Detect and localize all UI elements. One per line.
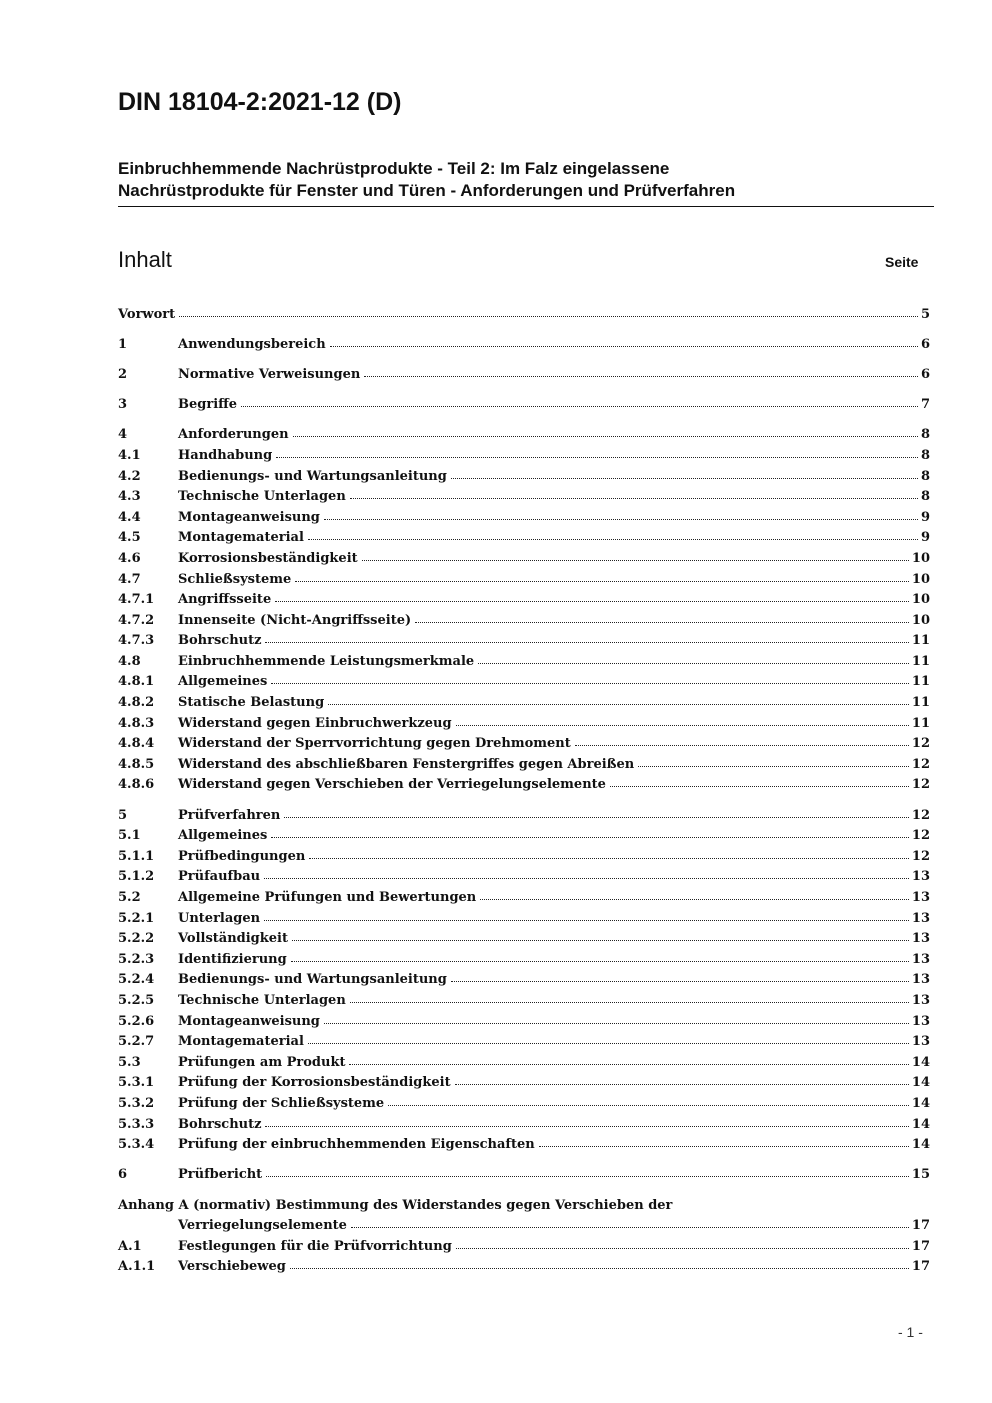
toc-entry[interactable] <box>118 1008 930 1029</box>
toc-dot-leader <box>271 837 909 838</box>
toc-entry-page: 6 <box>920 366 930 382</box>
toc-entry-title: Korrosionsbeständigkeit <box>178 550 358 566</box>
toc-heading: Inhalt <box>118 247 172 272</box>
toc-entry-number: A.1.1 <box>118 1259 156 1275</box>
toc-entry-number: 4.2 <box>118 468 141 484</box>
toc-entry-title: Festlegungen für die Prüfvorrichtung <box>178 1238 452 1254</box>
toc-entry-number: 4.8.5 <box>118 756 155 772</box>
toc-entry[interactable] <box>118 648 930 669</box>
toc-entry-number: 4.6 <box>118 550 141 566</box>
toc-dot-leader <box>265 1126 908 1127</box>
toc-entry[interactable] <box>118 689 930 710</box>
toc-entry-number: 2 <box>118 366 128 382</box>
toc-entry-title: Widerstand gegen Verschieben der Verriegelungselemente <box>178 777 606 793</box>
toc-entry[interactable] <box>118 751 930 772</box>
toc-entry[interactable] <box>118 422 930 443</box>
toc-entry-page: 13 <box>911 951 930 967</box>
toc-entry-number: 5.3.4 <box>118 1137 155 1153</box>
subtitle-line-1: Einbruchhemmende Nachrüstprodukte - Teil 2: Im Falz eingelassene <box>118 159 670 178</box>
toc-entry-number: 4.8.2 <box>118 695 155 711</box>
toc-entry-title: Anhang A (normativ) Bestimmung des Widerstandes gegen Verschieben der <box>118 1197 673 1213</box>
toc-entry-number: 4.8.6 <box>118 777 155 793</box>
toc-entry[interactable] <box>118 566 930 587</box>
toc-dot-leader <box>330 346 918 347</box>
toc-entry-title: Bohrschutz <box>178 1116 262 1132</box>
toc-entry-title: Prüfung der Schließsysteme <box>178 1095 385 1111</box>
toc-entry-page: 13 <box>911 992 930 1008</box>
toc-entry-page: 6 <box>920 336 930 352</box>
toc-entry-page: 8 <box>920 447 930 463</box>
toc-entry-title: Prüfung der einbruchhemmenden Eigenschaften <box>178 1137 535 1153</box>
toc-entry-number: 1 <box>118 336 128 352</box>
toc-entry-page: 10 <box>911 592 930 608</box>
toc-dot-leader <box>456 1248 909 1249</box>
toc-entry-number: 5.1.2 <box>118 869 155 885</box>
toc-entry-page: 13 <box>911 972 930 988</box>
toc-entry-page: 12 <box>911 756 930 772</box>
toc-entry-number: 5.2.3 <box>118 951 155 967</box>
toc-entry[interactable] <box>118 525 930 546</box>
toc-dot-leader <box>362 560 909 561</box>
toc-entry-number: 5.2.2 <box>118 931 155 947</box>
toc-entry-number: 5 <box>118 807 128 823</box>
toc-dot-leader <box>451 981 909 982</box>
toc-entry-page: 12 <box>911 848 930 864</box>
toc-entry-title: Anforderungen <box>178 427 289 443</box>
toc-entry-page: 13 <box>911 890 930 905</box>
toc-entry[interactable] <box>118 484 930 505</box>
toc-entry-page: 8 <box>920 468 930 484</box>
toc-dot-leader <box>179 316 918 317</box>
toc-entry[interactable] <box>118 864 930 885</box>
toc-entry-number: 3 <box>118 397 128 413</box>
toc-entry[interactable] <box>118 1233 930 1254</box>
toc-entry-title: Prüfaufbau <box>178 869 261 885</box>
toc-entry-title: Innenseite (Nicht-Angriffsseite) <box>178 612 412 628</box>
toc-entry-page: 12 <box>911 777 930 793</box>
toc-entry[interactable] <box>118 1029 930 1050</box>
toc-entry-title: Schließsysteme <box>178 571 292 587</box>
toc-entry-number: 4.8.3 <box>118 715 155 731</box>
toc-entry[interactable] <box>118 607 930 628</box>
toc-entry-page: 11 <box>911 633 930 649</box>
toc-entry-number: 4.7 <box>118 571 141 587</box>
toc-entry[interactable] <box>118 587 930 608</box>
toc-entry-number: 4.8.4 <box>118 736 155 752</box>
toc-entry[interactable] <box>118 392 930 413</box>
toc-entry[interactable] <box>118 301 930 322</box>
toc-dot-leader <box>480 899 909 900</box>
toc-dot-leader <box>293 436 918 437</box>
toc-entry[interactable] <box>118 1090 930 1111</box>
toc-entry-title: Handhabung <box>178 447 273 463</box>
toc-entry-page: 9 <box>920 530 930 546</box>
toc-entry[interactable] <box>118 442 930 463</box>
table-of-contents <box>118 301 930 1274</box>
toc-entry-page: 13 <box>911 1013 930 1029</box>
toc-entry[interactable] <box>118 1213 930 1234</box>
toc-entry[interactable] <box>118 802 930 823</box>
toc-entry-page: 10 <box>911 571 930 587</box>
toc-dot-leader <box>275 601 909 602</box>
page-number: - 1 - <box>898 1324 923 1340</box>
toc-entry-title: Widerstand gegen Einbruchwerkzeug <box>178 715 452 731</box>
toc-entry-number: 5.2.7 <box>118 1034 155 1050</box>
toc-entry-page: 11 <box>911 653 930 669</box>
toc-entry-number: 4.8.1 <box>118 674 155 690</box>
toc-dot-leader <box>324 1023 909 1024</box>
toc-dot-leader <box>415 622 909 623</box>
toc-dot-leader <box>264 878 909 879</box>
toc-entry-number: 5.2.6 <box>118 1013 155 1029</box>
toc-dot-leader <box>350 1002 909 1003</box>
toc-entry-title: Begriffe <box>178 397 238 413</box>
toc-entry[interactable] <box>118 905 930 926</box>
toc-entry[interactable] <box>118 987 930 1008</box>
toc-entry-title: Montageanweisung <box>178 1013 320 1029</box>
toc-entry-page: 5 <box>920 306 930 322</box>
toc-entry-title: Vollständigkeit <box>178 931 288 947</box>
toc-entry-number: 4.7.2 <box>118 612 155 628</box>
toc-entry[interactable] <box>118 669 930 690</box>
toc-entry[interactable] <box>118 772 930 793</box>
toc-entry-page: 15 <box>911 1167 930 1183</box>
toc-entry-title: Einbruchhemmende Leistungsmerkmale <box>178 653 475 669</box>
toc-entry[interactable] <box>118 545 930 566</box>
toc-entry-page: 17 <box>911 1238 930 1254</box>
toc-entry-title: Technische Unterlagen <box>178 992 346 1008</box>
toc-dot-leader <box>451 478 918 479</box>
toc-entry-title: Angriffsseite <box>178 592 272 608</box>
toc-entry-title: Prüfbedingungen <box>178 848 306 864</box>
toc-dot-leader <box>265 642 908 643</box>
toc-entry-title: Verschiebeweg <box>178 1259 286 1275</box>
toc-dot-leader <box>308 1043 909 1044</box>
page-column-label: Seite <box>885 254 919 270</box>
toc-dot-leader <box>350 498 918 499</box>
toc-dot-leader <box>324 519 918 520</box>
toc-entry-number: 4.3 <box>118 489 141 505</box>
toc-entry[interactable] <box>118 463 930 484</box>
toc-entry-page: 14 <box>911 1116 930 1132</box>
toc-dot-leader <box>308 539 918 540</box>
toc-entry-page: 13 <box>911 869 930 885</box>
toc-entry-page: 14 <box>911 1054 930 1070</box>
toc-dot-leader <box>292 940 909 941</box>
toc-entry[interactable] <box>118 504 930 525</box>
toc-dot-leader <box>388 1105 909 1106</box>
toc-entry-page: 8 <box>920 489 930 505</box>
toc-entry[interactable] <box>118 361 930 382</box>
toc-entry[interactable] <box>118 1049 930 1070</box>
title-divider <box>118 206 934 207</box>
toc-entry-page: 14 <box>911 1095 930 1111</box>
toc-entry[interactable] <box>118 967 930 988</box>
toc-dot-leader <box>610 786 909 787</box>
toc-entry-title: Unterlagen <box>178 910 261 926</box>
toc-entry-title: Montageanweisung <box>178 509 320 525</box>
toc-dot-leader <box>309 858 909 859</box>
toc-entry[interactable] <box>118 1254 930 1275</box>
toc-entry-number: 5.3.3 <box>118 1116 155 1132</box>
toc-entry-title: Identifizierung <box>178 951 287 967</box>
toc-entry[interactable] <box>118 884 930 905</box>
toc-entry-page: 10 <box>911 612 930 628</box>
toc-entry[interactable] <box>118 1162 930 1183</box>
toc-entry-title: Widerstand des abschließbaren Fenstergriffes gegen Abreißen <box>178 756 635 772</box>
toc-entry-number: 4.7.3 <box>118 633 155 649</box>
toc-dot-leader <box>575 745 909 746</box>
toc-dot-leader <box>295 581 909 582</box>
toc-entry-title: Normative Verweisungen <box>178 366 361 382</box>
toc-dot-leader <box>539 1146 909 1147</box>
toc-entry-number: 4.8 <box>118 653 141 669</box>
toc-entry-title: Bedienungs- und Wartungsanleitung <box>178 972 447 988</box>
toc-dot-leader <box>241 406 918 407</box>
toc-entry-title: Statische Belastung <box>178 695 325 711</box>
toc-entry-number: 4.5 <box>118 530 141 546</box>
toc-entry-title: Allgemeines <box>178 828 268 844</box>
toc-entry[interactable] <box>118 628 930 649</box>
toc-entry-title: Allgemeine Prüfungen und Bewertungen <box>178 890 477 905</box>
document-title: DIN 18104-2:2021-12 (D) <box>118 88 402 116</box>
toc-entry-page: 8 <box>920 427 930 443</box>
toc-entry-number: 4.1 <box>118 447 141 463</box>
toc-entry-number: 4.7.1 <box>118 592 155 608</box>
toc-entry[interactable] <box>118 843 930 864</box>
toc-entry-page: 13 <box>911 931 930 947</box>
toc-entry-number: 4 <box>118 427 128 443</box>
toc-dot-leader <box>271 683 909 684</box>
toc-dot-leader <box>455 1084 909 1085</box>
toc-entry-title: Allgemeines <box>178 674 268 690</box>
toc-entry-number: 5.3.1 <box>118 1075 155 1091</box>
toc-entry[interactable] <box>118 731 930 752</box>
toc-entry-page: 12 <box>911 828 930 844</box>
toc-dot-leader <box>364 376 918 377</box>
toc-dot-leader <box>638 766 909 767</box>
toc-entry[interactable] <box>118 926 930 947</box>
toc-entry-page: 11 <box>911 674 930 690</box>
toc-dot-leader <box>276 457 918 458</box>
toc-entry-page: 10 <box>911 550 930 566</box>
toc-entry[interactable] <box>118 710 930 731</box>
toc-entry-page: 13 <box>911 1034 930 1050</box>
toc-dot-leader <box>266 1176 909 1177</box>
toc-entry[interactable] <box>118 1111 930 1132</box>
toc-entry-title: Anwendungsbereich <box>178 336 326 352</box>
subtitle-line-2: Nachrüstprodukte für Fenster und Türen - Anforderungen und Prüfverfahren <box>118 181 736 200</box>
toc-entry-title: Prüfung der Korrosionsbeständigkeit <box>178 1075 451 1091</box>
toc-dot-leader <box>284 817 909 818</box>
toc-entry-page: 12 <box>911 736 930 752</box>
toc-entry-number: 5.3.2 <box>118 1095 155 1111</box>
toc-entry-page: 17 <box>911 1218 930 1234</box>
toc-entry-number: A.1 <box>118 1238 142 1254</box>
toc-entry-page: 14 <box>911 1137 930 1153</box>
toc-entry-number: 5.1 <box>118 828 141 844</box>
toc-entry-page: 17 <box>911 1259 930 1275</box>
toc-dot-leader <box>328 704 909 705</box>
toc-entry-page: 9 <box>920 509 930 525</box>
toc-entry-number: 6 <box>118 1167 128 1183</box>
toc-entry-number: 5.3 <box>118 1054 141 1070</box>
toc-entry-number: 5.2.5 <box>118 992 155 1008</box>
toc-entry-title: Prüfbericht <box>178 1167 263 1183</box>
toc-entry-title: Bedienungs- und Wartungsanleitung <box>178 468 447 484</box>
toc-entry[interactable] <box>118 331 930 352</box>
toc-entry-page: 11 <box>911 695 930 711</box>
toc-entry-page: 14 <box>911 1075 930 1091</box>
toc-entry[interactable] <box>118 1070 930 1091</box>
toc-entry-page: 13 <box>911 910 930 926</box>
toc-entry-number: 5.2 <box>118 890 141 905</box>
toc-entry[interactable] <box>118 1132 930 1153</box>
toc-entry-title: Montagematerial <box>178 530 304 546</box>
toc-entry-title: Verriegelungselemente <box>178 1218 347 1234</box>
toc-entry-page: 11 <box>911 715 930 731</box>
toc-entry[interactable] <box>118 946 930 967</box>
toc-entry-number: 5.2.1 <box>118 910 155 926</box>
toc-entry[interactable] <box>118 1192 930 1213</box>
toc-dot-leader <box>351 1227 909 1228</box>
toc-entry-title: Bohrschutz <box>178 633 262 649</box>
toc-dot-leader <box>456 725 909 726</box>
toc-dot-leader <box>291 961 909 962</box>
toc-entry-page: 12 <box>911 807 930 823</box>
toc-entry-title: Montagematerial <box>178 1034 304 1050</box>
toc-entry-number: 4.4 <box>118 509 141 525</box>
toc-entry[interactable] <box>118 823 930 844</box>
toc-dot-leader <box>264 920 909 921</box>
toc-dot-leader <box>478 663 909 664</box>
toc-dot-leader <box>290 1268 909 1269</box>
toc-entry-number: 5.1.1 <box>118 848 155 864</box>
toc-entry-title: Technische Unterlagen <box>178 489 346 505</box>
toc-entry-title: Widerstand der Sperrvorrichtung gegen Drehmoment <box>178 736 571 752</box>
toc-entry-title: Vorwort <box>118 306 176 322</box>
toc-dot-leader <box>349 1064 908 1065</box>
toc-entry-number: 5.2.4 <box>118 972 155 988</box>
toc-entry-title: Prüfungen am Produkt <box>178 1054 346 1070</box>
toc-entry-title: Prüfverfahren <box>178 807 281 823</box>
document-subtitle <box>118 158 932 202</box>
toc-entry-page: 7 <box>920 397 930 413</box>
